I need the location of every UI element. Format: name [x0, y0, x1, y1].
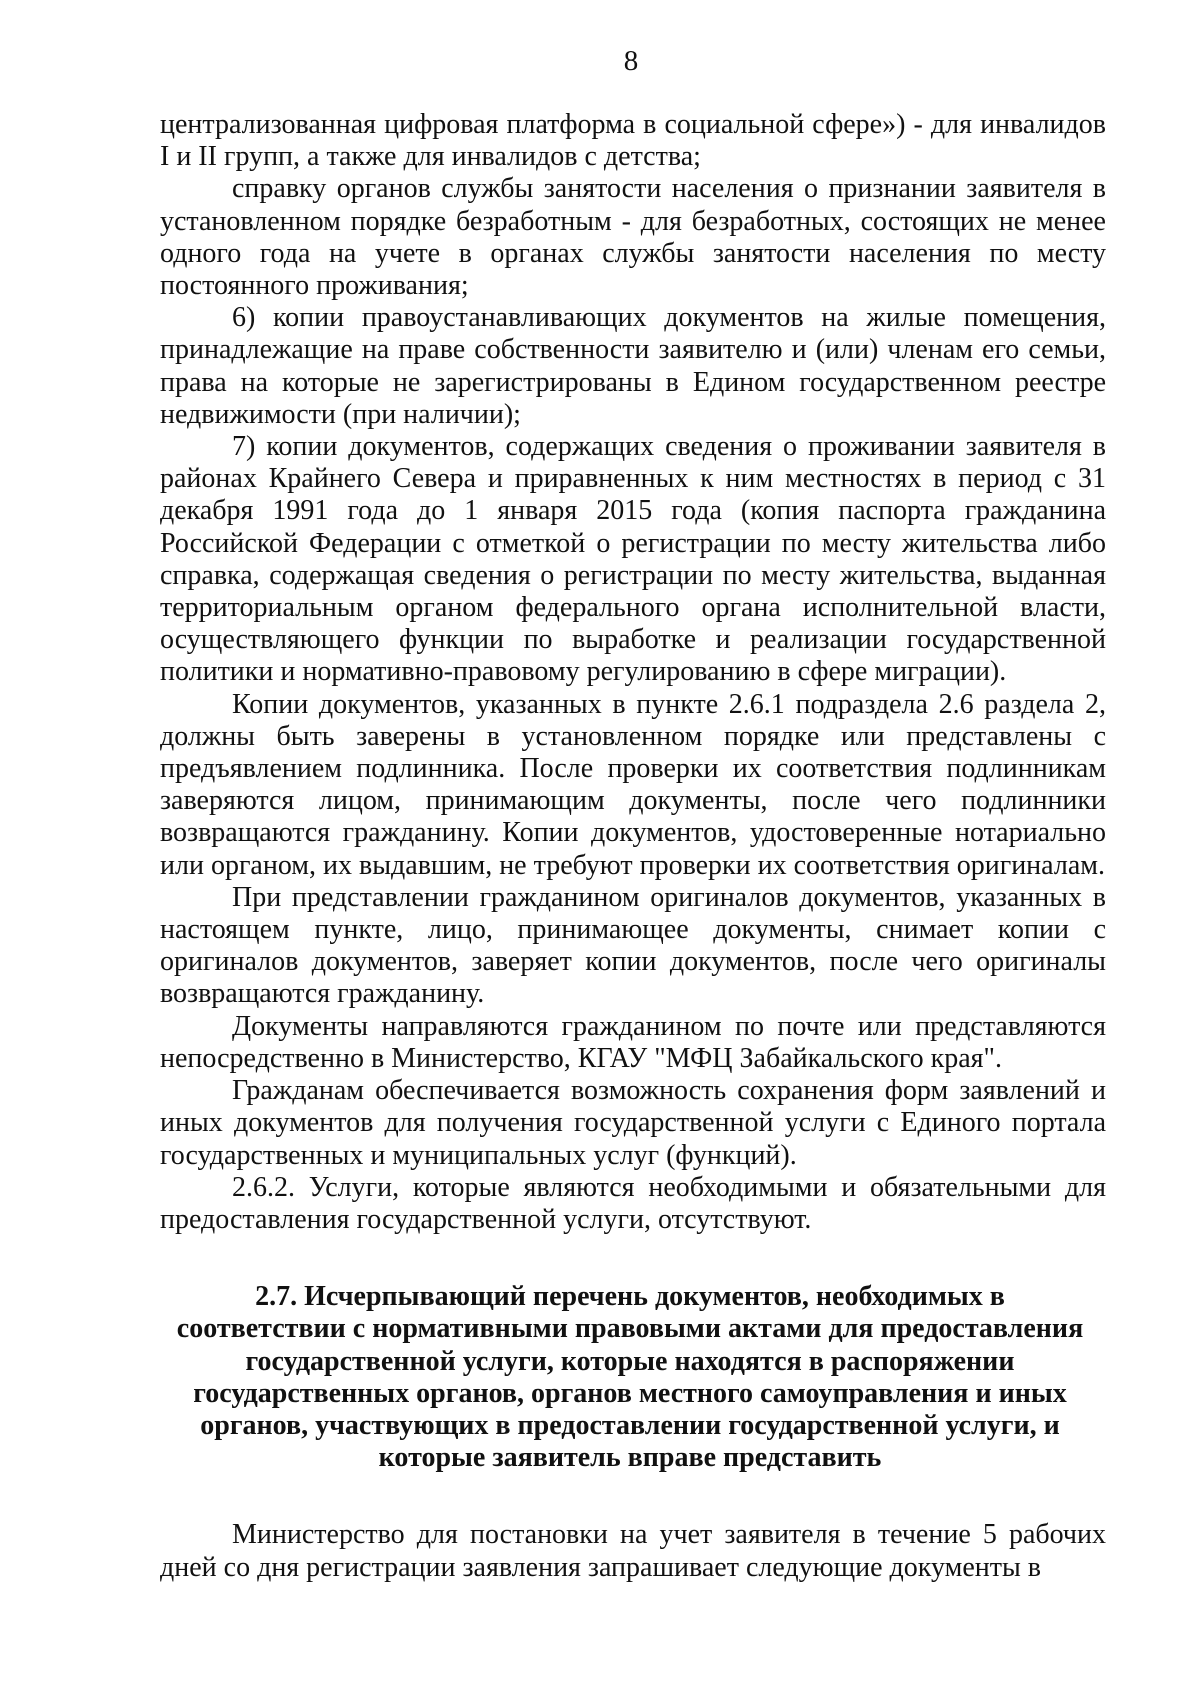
- paragraph-item-6: 6) копии правоустанавливающих документов на жилые помещения, принадлежащие на праве собственности заявителю и (или) членам его семьи, права на которые не зарегистрированы в Едином государственном реестре недвижимости (при наличии);: [160, 302, 1106, 430]
- paragraph-2-6-2: 2.6.2. Услуги, которые являются необходимыми и обязательными для предоставления государственной услуги, отсутствуют.: [160, 1171, 1106, 1235]
- paragraph-submission: Документы направляются гражданином по почте или представляются непосредственно в Министерство, КГАУ "МФЦ Забайкальского края".: [160, 1010, 1106, 1074]
- paragraph-item-7: 7) копии документов, содержащих сведения о проживании заявителя в районах Крайнего Севера и приравненных к ним местностях в период с 31 декабря 1991 года до 1 января 2015 года (копия паспорта гражданина Российской Федерации с отметкой о регистрации по месту жительства либо справка, содержащая сведения о регистрации по месту жительства, выданная территориальным органом федерального органа исполнительной власти, осуществляющего функции по выработке и реализации государственной политики и нормативно-правовому регулированию в сфере миграции).: [160, 431, 1106, 688]
- paragraph-forms-saving: Гражданам обеспечивается возможность сохранения форм заявлений и иных документов для получения государственной услуги с Единого портала государственных и муниципальных услуг (функций).: [160, 1075, 1106, 1171]
- paragraph-employment-certificate: справку органов службы занятости населения о признании заявителя в установленном порядке безработным - для безработных, состоящих не менее одного года на учете в органах службы занятости населения по месту постоянного проживания;: [160, 173, 1106, 302]
- page-number: 8: [623, 45, 639, 77]
- paragraph-continuation: централизованная цифровая платформа в социальной сфере») - для инвалидов I и II групп, а также для инвалидов с детства;: [160, 109, 1106, 173]
- section-heading-2-7: 2.7. Исчерпывающий перечень документов, необходимых в соответствии с нормативными правовыми актами для предоставления государственной услуги, которые находятся в распоряжении государственных органов, органов местного самоуправления и иных органов, участвующих в предоставлении государственной услуги, и которые заявитель вправе представить: [176, 1281, 1084, 1474]
- paragraph-originals: При представлении гражданином оригиналов документов, указанных в настоящем пункте, лицо, принимающее документы, снимает копии с оригиналов документов, заверяет копии документов, после чего оригиналы возвращаются гражданину.: [160, 881, 1106, 1010]
- paragraph-copies-certification: Копии документов, указанных в пункте 2.6.1 подраздела 2.6 раздела 2, должны быть заверены в установленном порядке или представлены с предъявлением подлинника. После проверки их соответствия подлинникам заверяются лицом, принимающим документы, после чего подлинники возвращаются гражданину. Копии документов, удостоверенные нотариально или органом, их выдавшим, не требуют проверки их соответствия оригиналам.: [160, 688, 1106, 881]
- document-body: [160, 109, 1106, 1584]
- paragraph-ministry-request: Министерство для постановки на учет заявителя в течение 5 рабочих дней со дня регистрации заявления запрашивает следующие документы в: [160, 1519, 1106, 1583]
